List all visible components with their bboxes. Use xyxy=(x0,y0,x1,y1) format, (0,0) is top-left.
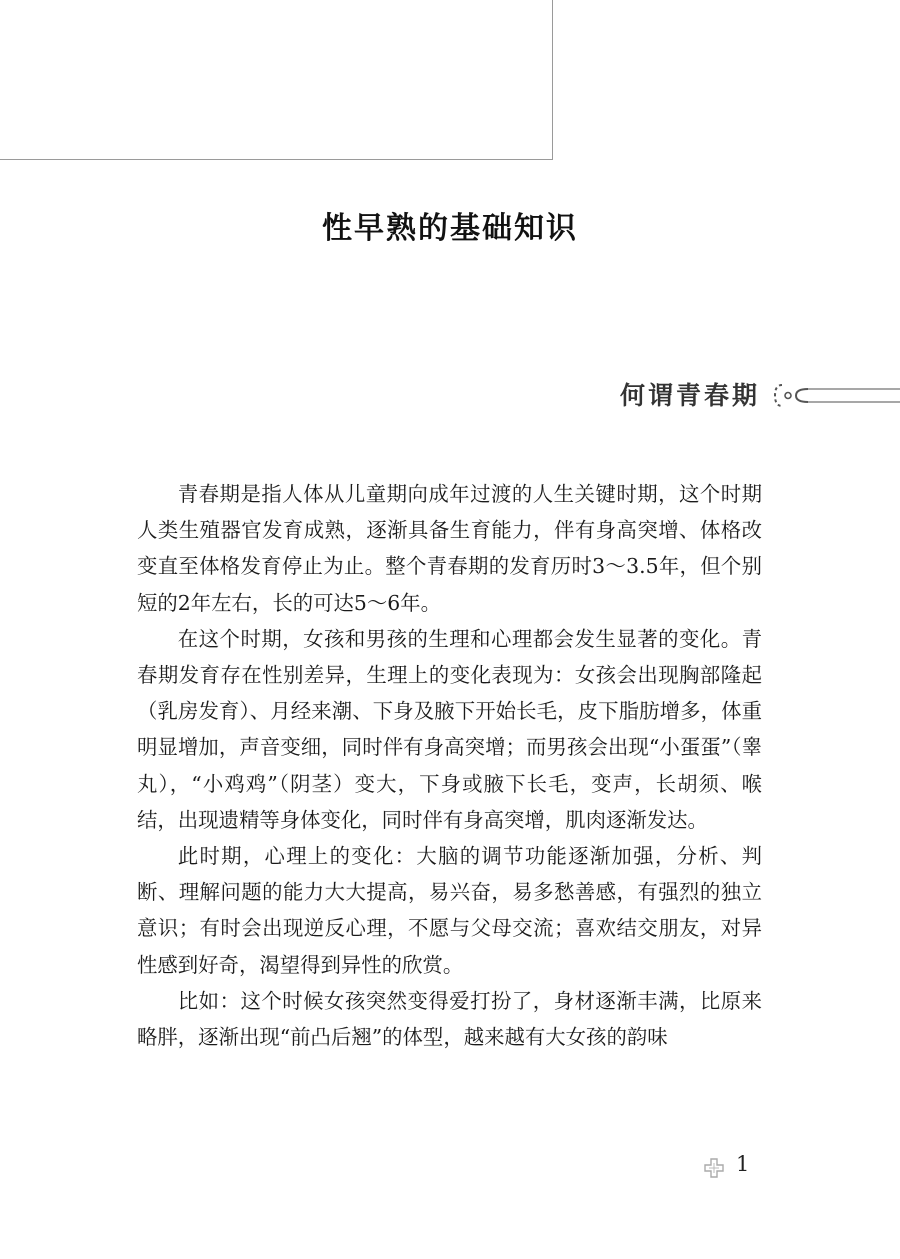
paragraph-3: 此时期，心理上的变化：大脑的调节功能逐渐加强，分析、判断、理解问题的能力大大提高，易兴奋，易多愁善感，有强烈的独立意识；有时会出现逆反心理，不愿与父母交流；喜欢结交朋友，对异性感到好奇，渴望得到异性的欣赏。 xyxy=(137,844,762,977)
paragraph-1: 青春期是指人体从儿童期向成年过渡的人生关键时期，这个时期人类生殖器官发育成熟，逐渐具备生育能力，伴有身高突增、体格改变直至体格发育停止为止。整个青春期的发育历时3～3.5年，但个别短的2年左右，长的可达5～6年。 xyxy=(137,482,762,615)
section-title: 何谓青春期 xyxy=(619,381,760,410)
chapter-title: 性早熟的基础知识 xyxy=(322,211,578,246)
page-number: 1 xyxy=(736,1152,750,1176)
paragraph-2: 在这个时期，女孩和男孩的生理和心理都会发生显著的变化。青春期发育存在性别差异，生理上的变化表现为：女孩会出现胸部隆起（乳房发育）、月经来潮、下身及腋下开始长毛，皮下脂肪增多，体重明显增加，声音变细，同时伴有身高突增；而男孩会出现“小蛋蛋”（睾丸），“小鸡鸡”（阴茎）变大，下身或腋下长毛，变声，长胡须、喉结，出现遗精等身体变化，同时伴有身高突增，肌肉逐渐发达。 xyxy=(137,626,762,832)
stethoscope-line-icon xyxy=(772,379,900,413)
header-corner-frame xyxy=(0,0,553,160)
paragraph-4: 比如：这个时候女孩突然变得爱打扮了，身材逐渐丰满，比原来略胖，逐渐出现“前凸后翘”的体型，越来越有大女孩的韵味 xyxy=(137,988,762,1050)
body-text xyxy=(137,476,762,1055)
medical-cross-icon xyxy=(703,1157,725,1179)
